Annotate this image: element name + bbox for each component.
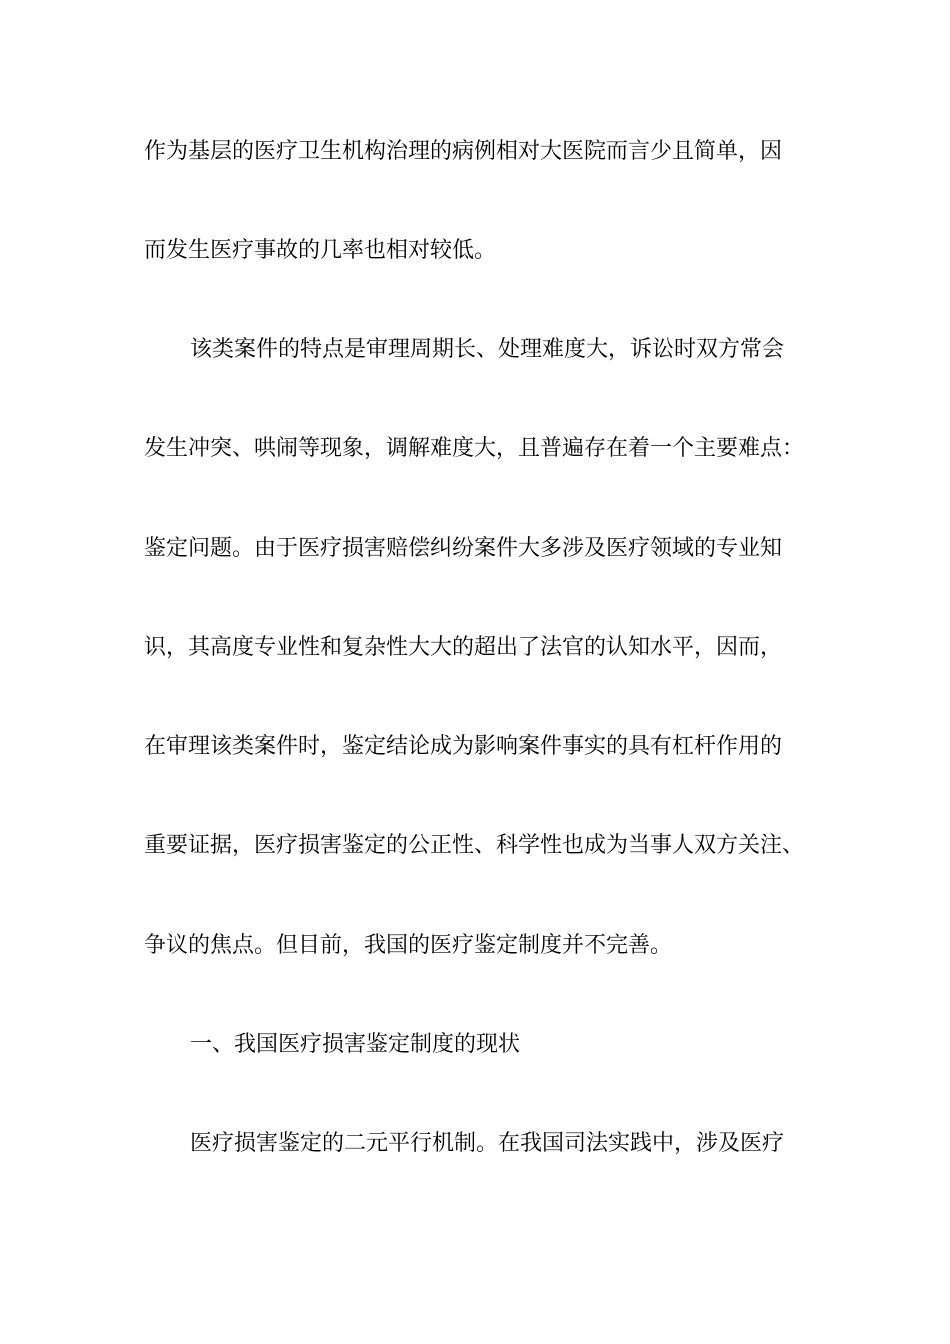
paragraph-line: 重要证据，医疗损害鉴定的公正性、科学性也成为当事人双方关注、 <box>144 833 805 858</box>
paragraph-line: 争议的焦点。但目前，我国的医疗鉴定制度并不完善。 <box>144 933 673 958</box>
paragraph-line: 识，其高度专业性和复杂性大大的超出了法官的认知水平，因而， <box>144 635 783 660</box>
paragraph-line: 发生冲突、哄闹等现象，调解难度大，且普遍存在着一个主要难点： <box>144 436 805 461</box>
paragraph-line: 医疗损害鉴定的二元平行机制。在我国司法实践中，涉及医疗 <box>190 1131 785 1156</box>
paragraph-line: 而发生医疗事故的几率也相对较低。 <box>144 238 497 263</box>
paragraph-line: 作为基层的医疗卫生机构治理的病例相对大医院而言少且简单，因 <box>144 139 783 164</box>
paragraph-line: 该类案件的特点是审理周期长、处理难度大，诉讼时双方常会 <box>190 337 785 362</box>
paragraph-line: 鉴定问题。由于医疗损害赔偿纠纷案件大多涉及医疗领域的专业知 <box>144 536 783 561</box>
section-heading: 一、我国医疗损害鉴定制度的现状 <box>190 1032 521 1057</box>
paragraph-line: 在审理该类案件时，鉴定结论成为影响案件事实的具有杠杆作用的 <box>144 734 783 759</box>
